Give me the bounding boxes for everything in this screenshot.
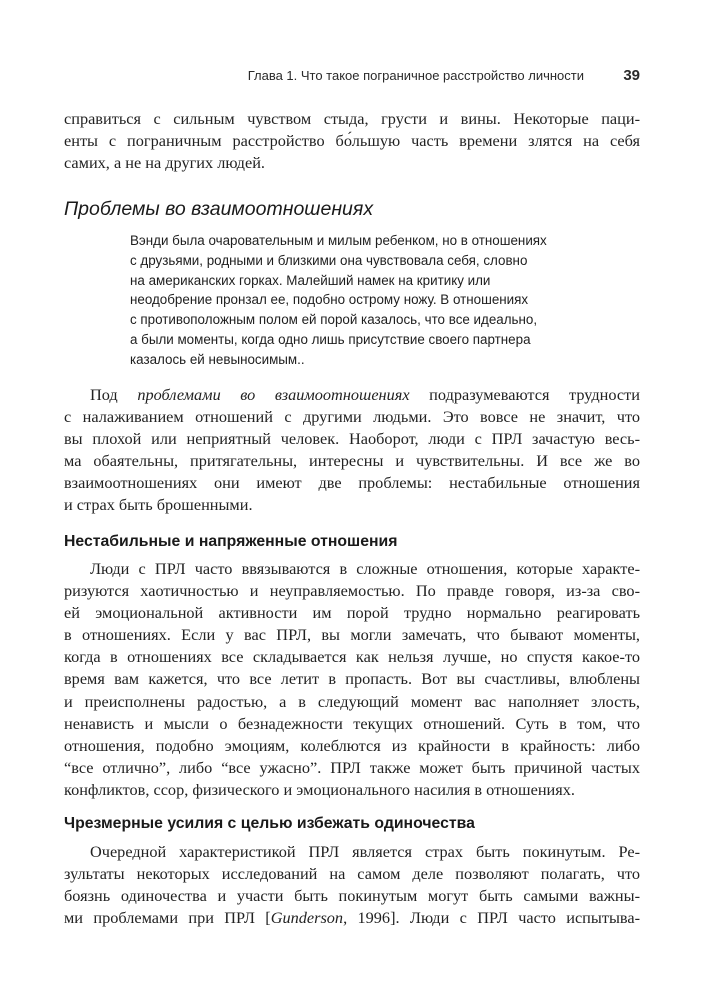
definition-term: проблемами во взаимоотношениях: [137, 385, 410, 404]
quote-line: на американских горках. Малейший намек на критику или: [130, 272, 491, 288]
quote-line: казалось ей невыносимым..: [130, 351, 305, 367]
text-line: Очередной характеристикой ПРЛ является страх быть покинутым. Ре-: [90, 842, 640, 861]
text-line: и преисполнены радостью, а в следующий момент вас наполняет злость,: [64, 691, 640, 711]
text-line: енты с пограничным расстройство бо́льшую часть времени злятся на себя: [64, 131, 640, 151]
text-line: время вам кажется, что все летит в пропасть. Вот вы счастливы, влюблены: [64, 669, 640, 689]
subsection-heading: Нестабильные и напряженные отношения: [64, 533, 398, 550]
definition-paragraph: [64, 384, 640, 517]
text-line: ей эмоциональной активности им порой трудно нормально реагировать: [64, 603, 640, 623]
intro-paragraph: [64, 108, 640, 174]
quote-line: с друзьями, родными и близкими она чувствовала себя, словно: [130, 252, 528, 268]
text-line: с налаживанием отношений с другими людьми. Это вовсе не значит, что: [64, 407, 640, 427]
line-end: , 1996]. Люди с ПРЛ часто испытыва-: [343, 908, 641, 928]
line-start: ми проблемами при ПРЛ [: [64, 908, 271, 928]
quote-line: неодобрение пронзал ее, подобно острому ножу. В отношениях: [130, 292, 529, 308]
text-line: и страх быть брошенными.: [64, 495, 253, 515]
case-example-quote: [130, 231, 620, 370]
text-line: справиться с сильным чувством стыда, грусти и вины. Некоторые паци-: [64, 109, 640, 128]
quote-line: с противоположным полом ей порой казалось, что все идеально,: [130, 312, 538, 328]
section-heading: Проблемы во взаимоотношениях: [64, 198, 374, 220]
unstable-relationships-paragraph: [64, 558, 640, 801]
definition-lead: Под: [90, 385, 138, 404]
text-line: отношения, подобно эмоциям, колеблются из крайности в крайность: либо: [64, 735, 640, 755]
definition-rest: подразумеваются трудности: [409, 385, 640, 404]
page-number: 39: [623, 67, 640, 84]
text-line: ма обаятельны, притягательны, интересны и чувствительны. И все же во: [64, 451, 640, 471]
citation-author: Gunderson: [270, 908, 344, 928]
text-line: самих, а не на других людей.: [64, 153, 265, 173]
loneliness-paragraph: [64, 841, 640, 929]
text-line: ризуются хаотичностью и неуправляемостью. По правде говоря, из-за сво-: [64, 581, 640, 601]
text-line: [64, 907, 640, 929]
chapter-title: Глава 1. Что такое пограничное расстройство личности: [247, 68, 584, 83]
text-line: Люди с ПРЛ часто ввязываются в сложные отношения, которые характе-: [90, 559, 640, 578]
text-line: боязнь одиночества и участи быть покинутым могут быть самыми важны-: [64, 886, 640, 906]
text-line: вы плохой или неприятный человек. Наоборот, люди с ПРЛ зачастую весь-: [64, 429, 640, 449]
text-line: в отношениях. Если у вас ПРЛ, вы могли замечать, что бывают моменты,: [64, 625, 640, 645]
text-line: взаимоотношениях они имеют две проблемы: нестабильные отношения: [64, 473, 640, 493]
text-line: конфликтов, ссор, физического и эмоционального насилия в отношениях.: [64, 779, 575, 799]
quote-line: а были моменты, когда одно лишь присутствие своего партнера: [130, 331, 531, 347]
text-line: ненависть и мысли о безнадежности текущих отношений. Суть в том, что: [64, 713, 640, 733]
text-line: “все отлично”, либо “все ужасно”. ПРЛ также может быть причиной частых: [64, 757, 640, 777]
text-line: зультаты некоторых исследований на самом деле позволяют полагать, что: [64, 864, 640, 884]
quote-line: Вэнди была очаровательным и милым ребенком, но в отношениях: [130, 233, 547, 248]
text-line: [64, 384, 640, 406]
subsection-heading: Чрезмерные усилия с целью избежать одиночества: [64, 815, 475, 832]
text-line: когда в отношениях все складывается как нельзя лучше, но спустя какое-то: [64, 647, 640, 667]
